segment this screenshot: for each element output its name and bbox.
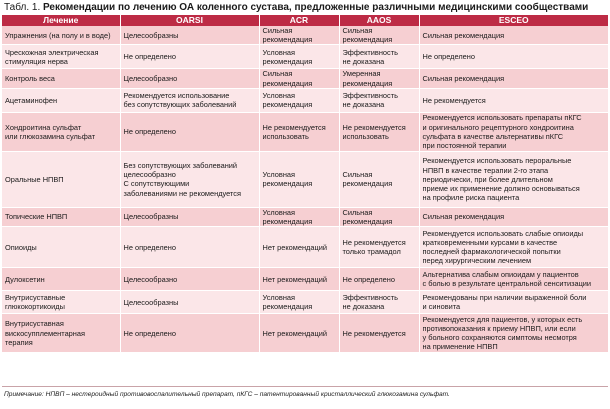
acr-cell: Условная рекомендация: [259, 45, 339, 69]
esceo-cell: Рекомендуется использовать слабые опиоиды кратковременными курсами в качестве последней фармакологической попытки перед хирургическим лечением: [419, 227, 608, 268]
aaos-cell: Эффективность не доказана: [339, 45, 419, 69]
aaos-cell: Эффективность не доказана: [339, 88, 419, 112]
treatment-cell: Дулоксетин: [2, 268, 120, 291]
oarsi-cell: Целесообразно: [120, 268, 259, 291]
header-acr: ACR: [259, 15, 339, 26]
esceo-cell: Не определено: [419, 45, 608, 69]
table-note: Примечание: НПВП – нестероидный противовоспалительный препарат, пКГС – патентированный кристаллический глюкозамина сульфат.: [4, 391, 450, 398]
acr-cell: Не рекомендуется использовать: [259, 112, 339, 151]
treatment-cell: Опиоиды: [2, 227, 120, 268]
table-row: [2, 291, 608, 314]
table-caption: [4, 1, 608, 14]
aaos-cell: Сильная рекомендация: [339, 151, 419, 207]
header-row: [2, 15, 608, 26]
treatment-cell: Оральные НПВП: [2, 151, 120, 207]
oarsi-cell: Целесообразно: [120, 69, 259, 88]
table-row: [2, 227, 608, 268]
acr-cell: Условная рекомендация: [259, 291, 339, 314]
table-row: [2, 45, 608, 69]
esceo-cell: Альтернатива слабым опиоидам у пациентов с болью в результате центральной сенситизации: [419, 268, 608, 291]
aaos-cell: Не определено: [339, 268, 419, 291]
aaos-cell: Умеренная рекомендация: [339, 69, 419, 88]
oarsi-cell: Целесообразны: [120, 291, 259, 314]
caption-title: Рекомендации по лечению ОА коленного сустава, предложенные различными медицинскими сообществами: [43, 2, 589, 13]
esceo-cell: Рекомендуется использовать препараты пКГС и оригинального рецептурного хондроитина сульфата в качестве альтернативы пКГС при постоянной терапии: [419, 112, 608, 151]
aaos-cell: Сильная рекомендация: [339, 207, 419, 226]
oarsi-cell: Не определено: [120, 112, 259, 151]
aaos-cell: Не рекомендуется использовать: [339, 112, 419, 151]
acr-cell: Нет рекомендаций: [259, 314, 339, 353]
treatment-cell: Чрескожная электрическая стимуляция нерва: [2, 45, 120, 69]
treatment-cell: Внутрисуставные глюкокортикоиды: [2, 291, 120, 314]
table-row: [2, 207, 608, 226]
table-row: [2, 268, 608, 291]
oarsi-cell: Не определено: [120, 314, 259, 353]
acr-cell: Сильная рекомендация: [259, 26, 339, 45]
acr-cell: Нет рекомендаций: [259, 227, 339, 268]
header-treatment: Лечение: [2, 15, 120, 26]
esceo-cell: Сильная рекомендация: [419, 26, 608, 45]
oarsi-cell: Не определено: [120, 45, 259, 69]
oarsi-cell: Без сопутствующих заболеваний целесообразно С сопутствующими заболеваниями не рекомендуется: [120, 151, 259, 207]
oarsi-cell: Рекомендуется использование без сопутствующих заболеваний: [120, 88, 259, 112]
acr-cell: Условная рекомендация: [259, 151, 339, 207]
divider: [2, 386, 608, 387]
oarsi-cell: Целесообразны: [120, 207, 259, 226]
oarsi-cell: Целесообразны: [120, 26, 259, 45]
acr-cell: Сильная рекомендация: [259, 69, 339, 88]
aaos-cell: Эффективность не доказана: [339, 291, 419, 314]
esceo-cell: Сильная рекомендация: [419, 207, 608, 226]
esceo-cell: Не рекомендуется: [419, 88, 608, 112]
treatment-cell: Упражнения (на полу и в воде): [2, 26, 120, 45]
treatment-cell: Хондроитина сульфат или глюкозамина сульфат: [2, 112, 120, 151]
esceo-cell: Рекомендуется для пациентов, у которых есть противопоказания к приему НПВП, или если у больного сохраняются симптомы несмотря на применение НПВП: [419, 314, 608, 353]
recommendations-table: [2, 15, 608, 353]
table-row: [2, 151, 608, 207]
caption-prefix: Табл. 1.: [4, 2, 44, 13]
table-row: [2, 88, 608, 112]
esceo-cell: Рекомендуется использовать пероральные НПВП в качестве терапии 2-го этапа периодически, при более длительном приеме их применение должно основываться на профиле риска пациента: [419, 151, 608, 207]
esceo-cell: Рекомендованы при наличии выраженной боли и синовита: [419, 291, 608, 314]
oarsi-cell: Не определено: [120, 227, 259, 268]
treatment-cell: Внутрисуставная вискосупплементарная терапия: [2, 314, 120, 353]
header-esceo: ESCEO: [419, 15, 608, 26]
treatment-cell: Контроль веса: [2, 69, 120, 88]
treatment-cell: Ацетаминофен: [2, 88, 120, 112]
aaos-cell: Не рекомендуется: [339, 314, 419, 353]
table-body: [2, 26, 608, 353]
acr-cell: Условная рекомендация: [259, 207, 339, 226]
table-row: [2, 26, 608, 45]
aaos-cell: Не рекомендуется только трамадол: [339, 227, 419, 268]
header-aaos: AAOS: [339, 15, 419, 26]
table-row: [2, 314, 608, 353]
aaos-cell: Сильная рекомендация: [339, 26, 419, 45]
table-row: [2, 112, 608, 151]
esceo-cell: Сильная рекомендация: [419, 69, 608, 88]
header-oarsi: OARSI: [120, 15, 259, 26]
acr-cell: Нет рекомендаций: [259, 268, 339, 291]
treatment-cell: Топические НПВП: [2, 207, 120, 226]
acr-cell: Условная рекомендация: [259, 88, 339, 112]
table-row: [2, 69, 608, 88]
